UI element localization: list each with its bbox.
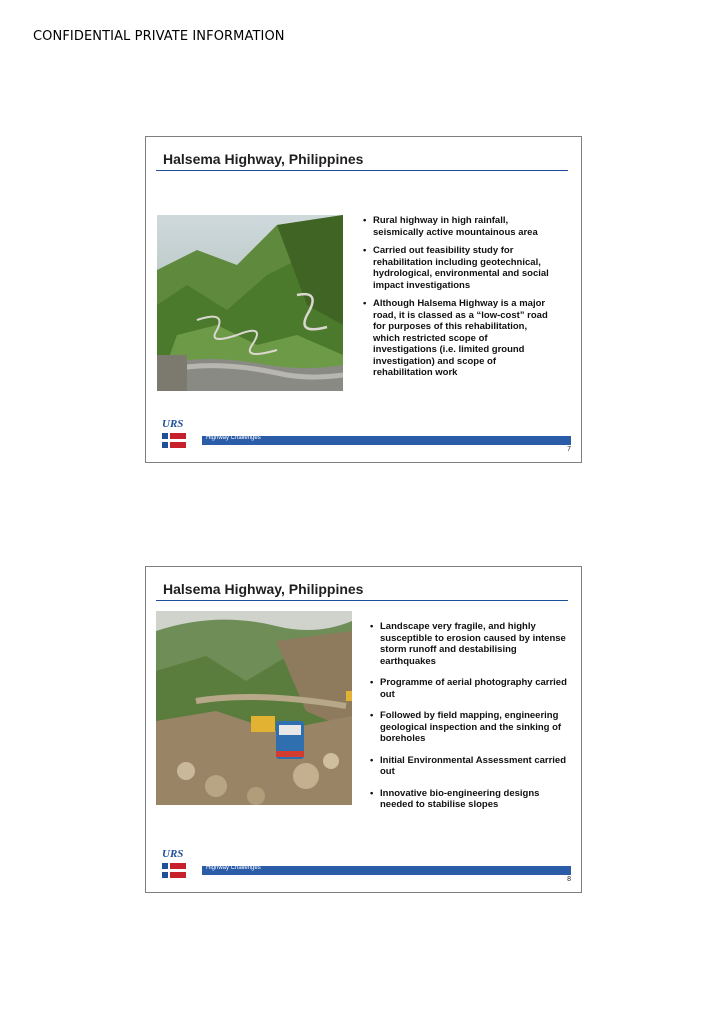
slide-number: 7 bbox=[567, 446, 571, 453]
bullet-item: • Innovative bio-engineering designs needed to stabilise slopes bbox=[370, 788, 570, 811]
bullet-item: • Landscape very fragile, and highly susceptible to erosion caused by intense storm runoff and destabilising earthquakes bbox=[370, 621, 570, 667]
bullet-list bbox=[363, 215, 553, 386]
footer-label: Highway Challenges bbox=[206, 865, 261, 871]
title-divider bbox=[156, 170, 568, 171]
footer-label: Highway Challenges bbox=[206, 435, 261, 441]
bullet-item: • Programme of aerial photography carried out bbox=[370, 677, 570, 700]
urs-logo: URS bbox=[162, 418, 184, 430]
bullet-item: • Followed by field mapping, engineering geological inspection and the sinking of boreholes bbox=[370, 710, 570, 745]
slide-7 bbox=[145, 136, 582, 463]
urs-logo: URS bbox=[162, 848, 184, 860]
slide-footer bbox=[156, 418, 571, 454]
slide-number: 8 bbox=[567, 876, 571, 883]
slide-8 bbox=[145, 566, 582, 893]
logo-mark-icon bbox=[162, 432, 186, 450]
bullet-item: • Although Halsema Highway is a major road, it is classed as a “low-cost” road for purposes of this rehabilitation, which restricted scope of investigations (i.e. limited ground investigation) and scope of rehabilitation work bbox=[363, 298, 553, 379]
title-divider bbox=[156, 600, 568, 601]
bullet-item: • Rural highway in high rainfall, seismically active mountainous area bbox=[363, 215, 553, 238]
slide-footer bbox=[156, 848, 571, 884]
slide-title: Halsema Highway, Philippines bbox=[163, 581, 364, 597]
bullet-item: • Carried out feasibility study for rehabilitation including geotechnical, hydrological, environmental and social impact investigations bbox=[363, 245, 553, 291]
mountain-road-photo bbox=[157, 215, 343, 391]
bullet-item: • Initial Environmental Assessment carried out bbox=[370, 755, 570, 778]
bullet-list bbox=[370, 621, 570, 818]
slide-title: Halsema Highway, Philippines bbox=[163, 151, 364, 167]
landslide-road-photo bbox=[156, 611, 352, 805]
page-header: CONFIDENTIAL PRIVATE INFORMATION bbox=[33, 29, 285, 44]
logo-mark-icon bbox=[162, 862, 186, 880]
